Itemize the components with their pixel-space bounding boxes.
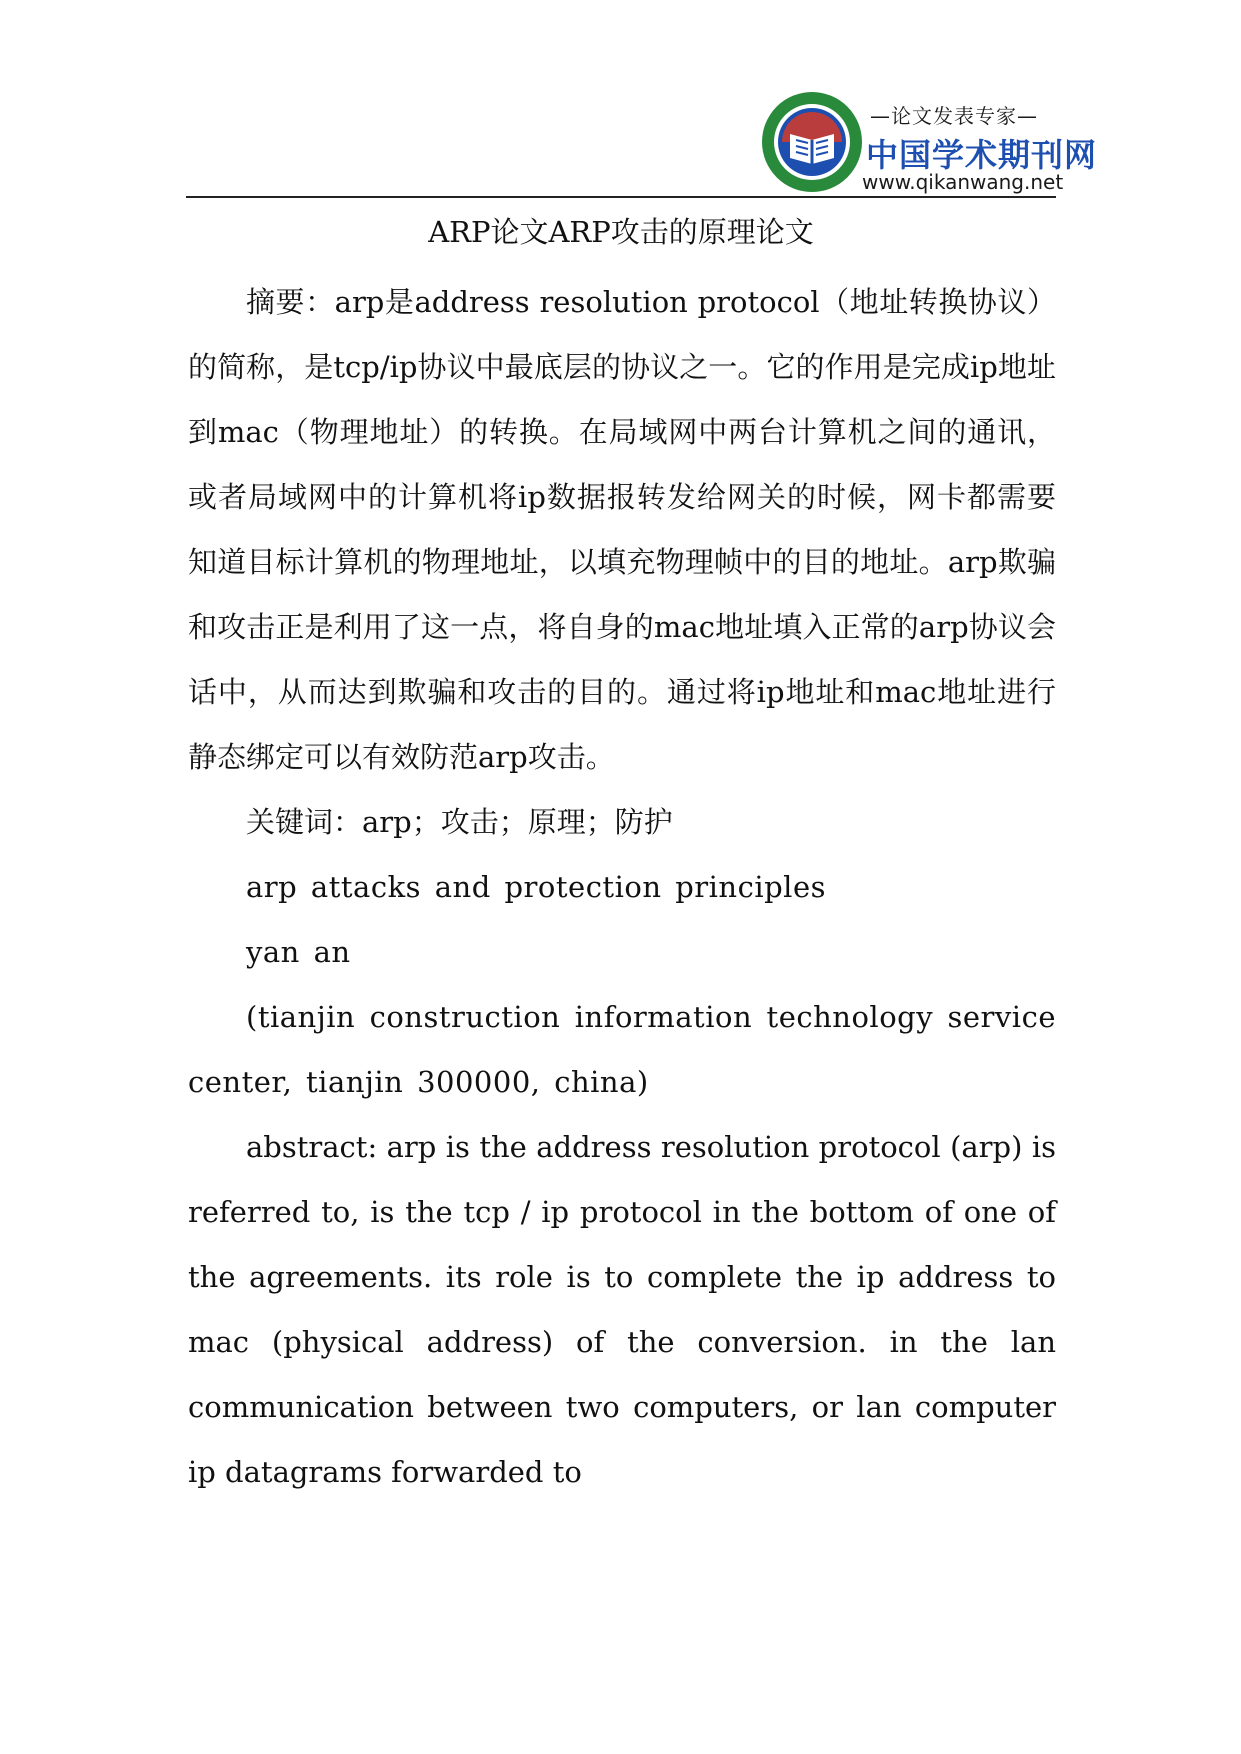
- affiliation-en-paragraph: (tianjin construction information technology service center, tianjin 300000, china): [188, 1000, 1056, 1099]
- keywords-cn-paragraph: 关键词：arp；攻击；原理；防护: [246, 805, 673, 839]
- abstract-cn-paragraph: 摘要：arp是address resolution protocol（地址转换协议）的简称，是tcp/ip协议中最底层的协议之一。它的作用是完成ip地址到mac（物理地址）的转换。在局域网中两台计算机之间的通讯，或者局域网中的计算机将ip数据报转发给网关的时候，网卡都需要知道目标计算机的物理地址，以填充物理帧中的目的地址。arp欺骗和攻击正是利用了这一点，将自身的mac地址填入正常的arp协议会话中，从而达到欺骗和攻击的目的。通过将ip地址和mac地址进行静态绑定可以有效防范arp攻击。: [188, 285, 1056, 774]
- abstract-en-paragraph: abstract: arp is the address resolution protocol (arp) is referred to, is the tcp / ip protocol in the bottom of one of the agreements. its role is to complete the ip address to mac (physical address) of the conversion. in the lan communication between two computers, or lan computer ip datagrams forwarded to: [188, 1130, 1056, 1489]
- document-title: ARP论文ARP攻击的原理论文: [428, 215, 814, 249]
- logo-slogan: —论文发表专家—: [870, 104, 1038, 128]
- logo-name: 中国学术期刊网: [866, 136, 1098, 174]
- logo-url: www.qikanwang.net: [862, 170, 1064, 194]
- document-body: [188, 270, 1056, 1505]
- title-en-paragraph: arp attacks and protection principles: [246, 870, 826, 904]
- journal-logo: [760, 88, 1098, 198]
- author-en-paragraph: yan an: [246, 935, 351, 969]
- journal-seal-icon: [760, 90, 864, 194]
- header-divider: [186, 196, 1056, 198]
